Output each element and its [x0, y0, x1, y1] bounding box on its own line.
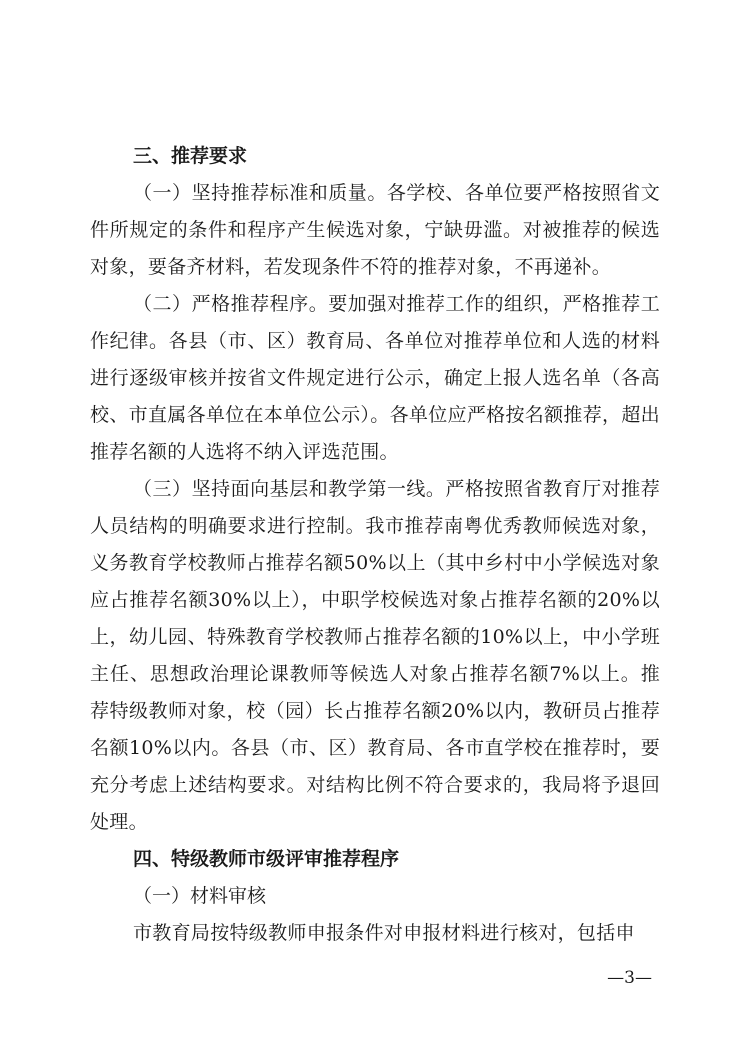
section-4-heading: 四、特级教师市级评审推荐程序 [133, 848, 400, 870]
page-number: —3— [607, 968, 652, 988]
section-3-paragraph-3: （三）坚持面向基层和教学第一线。严格按照省教育厅对推荐人员结构的明确要求进行控制。我市推荐南粤优秀教师候选对象，义务教育学校教师占推荐名额50%以上（其中乡村中小学候选对象应占推荐名额30%以上），中职学校候选对象占推荐名额的20%以上，幼儿园、特殊教育学校教师占推荐名额的10%以上，中小学班主任、思想政治理论课教师等候选人对象占推荐名额7%以上。推荐特级教师对象，校（园）长占推荐名额20%以内，教研员占推荐名额10%以内。各县（市、区）教育局、各市直学校在推荐时，要充分考虑上述结构要求。对结构比例不符合要求的，我局将予退回处理。 [90, 478, 660, 833]
section-4-subheading: （一）材料审核 [133, 885, 267, 907]
document-page [90, 138, 660, 952]
section-3-heading: 三、推荐要求 [133, 145, 248, 167]
section-3-paragraph-1: （一）坚持推荐标准和质量。各学校、各单位要严格按照省文件所规定的条件和程序产生候选对象，宁缺毋滥。对被推荐的候选对象，要备齐材料，若发现条件不符的推荐对象，不再递补。 [90, 182, 660, 278]
section-4-paragraph: 市教育局按特级教师申报条件对申报材料进行核对，包括申 [133, 922, 635, 944]
section-3-paragraph-2: （二）严格推荐程序。要加强对推荐工作的组织，严格推荐工作纪律。各县（市、区）教育局、各单位对推荐单位和人选的材料进行逐级审核并按省文件规定进行公示，确定上报人选名单（各高校、市直属各单位在本单位公示）。各单位应严格按名额推荐，超出推荐名额的人选将不纳入评选范围。 [90, 293, 660, 463]
